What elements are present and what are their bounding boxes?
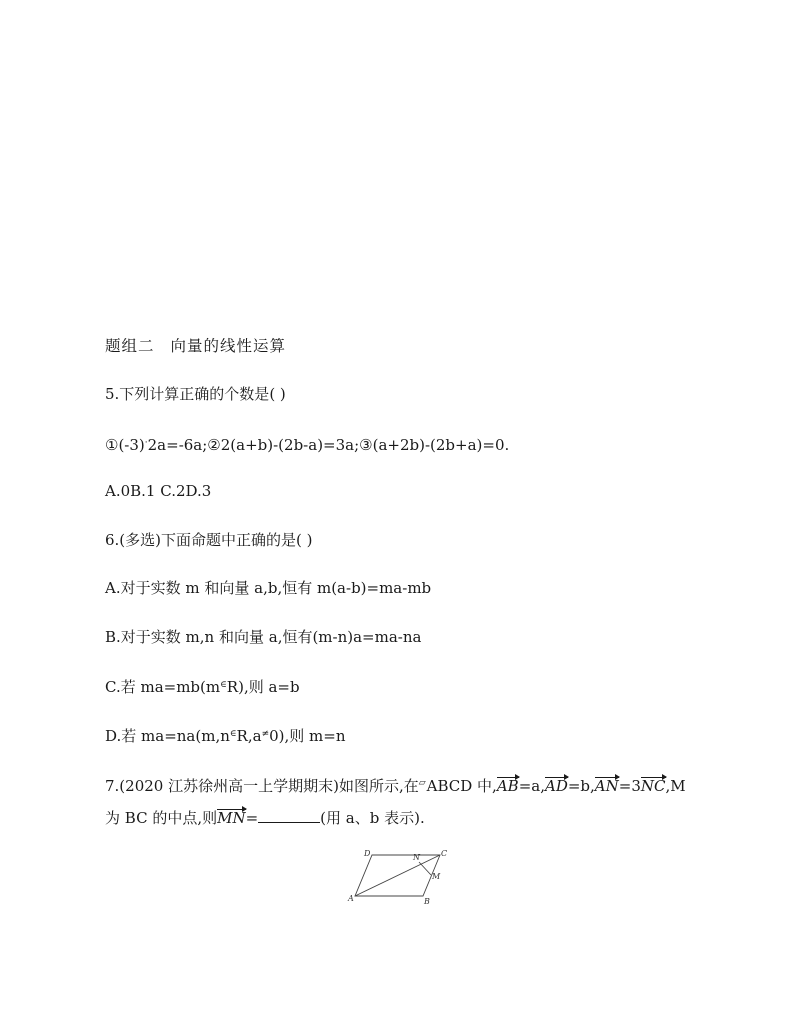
label-m: M (432, 872, 441, 881)
q6-d-in-symbol: ∈ (229, 729, 237, 739)
q6-d-neq-symbol: ≠ (261, 729, 270, 739)
q7-abcd: ABCD 中, (426, 777, 497, 795)
question-6-option-c (105, 675, 300, 697)
question-5-items (105, 433, 509, 455)
q7-end: ,M (665, 777, 686, 795)
label-n: N (413, 853, 420, 862)
section-heading (105, 336, 286, 356)
question-6-option-a: A.对于实数 m 和向量 a,b,恒有 m(a-b)=ma-mb (105, 579, 432, 597)
section-title: 向量的线性运算 (170, 337, 287, 355)
q7-eq-a: =a, (518, 777, 545, 795)
q6-c-suffix: R),则 a=b (226, 678, 300, 696)
segment-nm (419, 862, 431, 875)
q7-line2-prefix: 为 BC 的中点,则 (105, 809, 218, 827)
q6-d-mid: R,a (236, 727, 262, 745)
vector-an: AN (594, 777, 619, 795)
q5-item-prefix: ①(-3) (105, 436, 145, 454)
section-label: 题组二 (105, 337, 155, 355)
q5-dot: · (144, 438, 148, 448)
q6-d-suffix: 0),则 m=n (269, 727, 346, 745)
q7-line2-eq: = (245, 809, 259, 827)
parallelogram-icon: ▱ (418, 778, 426, 788)
q6-d-prefix: D.若 ma=na(m,n (105, 727, 230, 745)
question-5-stem: 5.下列计算正确的个数是( ) (105, 385, 286, 403)
label-d: D (364, 849, 371, 858)
label-c: C (441, 849, 448, 858)
parallelogram-figure (344, 846, 454, 906)
vector-nc: NC (640, 777, 666, 795)
q7-line2-suffix: (用 a、b 表示). (320, 809, 425, 827)
question-6-option-d (105, 724, 346, 746)
vector-mn: MN (217, 809, 246, 827)
question-6-stem: 6.(多选)下面命题中正确的是( ) (105, 531, 313, 549)
vector-ab: AB (496, 777, 519, 795)
answer-blank[interactable] (258, 808, 320, 823)
diagonal-ac (355, 855, 440, 896)
question-5-options: A.0B.1 C.2D.3 (105, 482, 212, 500)
q7-eq-b: =b, (567, 777, 595, 795)
q6-c-in-symbol: ∈ (220, 680, 227, 690)
q6-c-prefix: C.若 ma=mb(m (105, 678, 221, 696)
question-7-line-1 (105, 773, 686, 796)
q7-prefix: 7.(2020 江苏徐州高一上学期期末)如图所示,在 (105, 777, 419, 795)
question-7-line-2 (105, 808, 425, 828)
question-6-option-b: B.对于实数 m,n 和向量 a,恒有(m-n)a=ma-na (105, 628, 422, 646)
vector-ad: AD (544, 777, 568, 795)
label-b: B (424, 897, 430, 906)
label-a: A (348, 894, 354, 903)
q5-item-rest: 2a=-6a;②2(a+b)-(2b-a)=3a;③(a+2b)-(2b+a)=0. (147, 436, 510, 454)
q7-eq-3: =3 (618, 777, 641, 795)
